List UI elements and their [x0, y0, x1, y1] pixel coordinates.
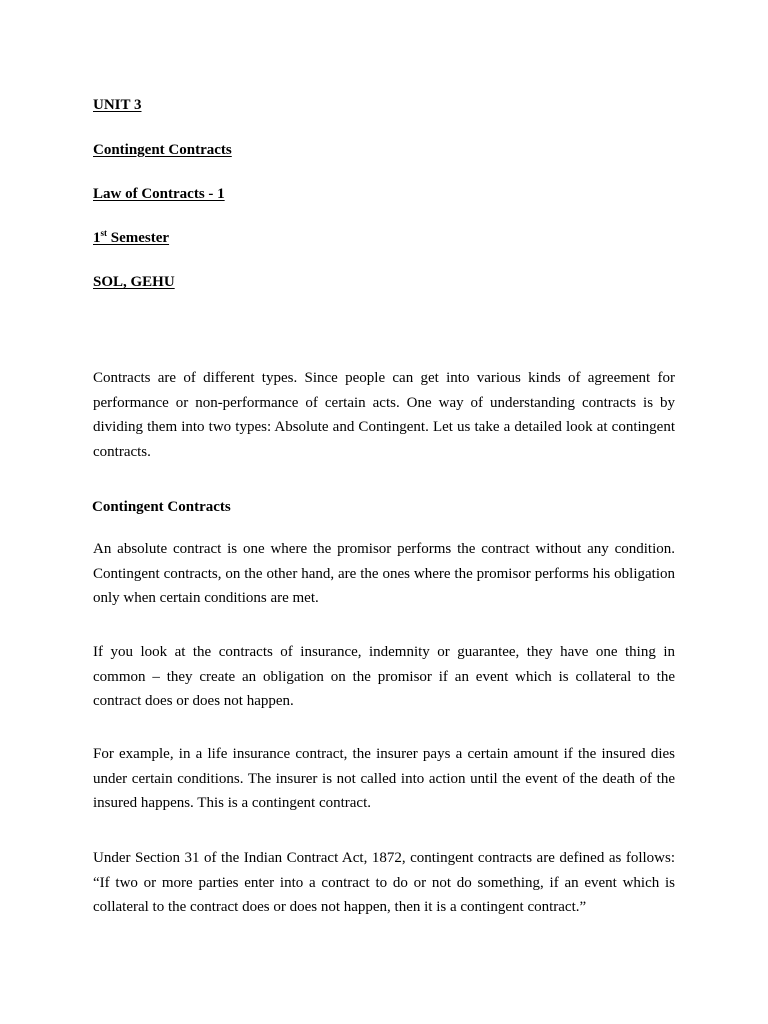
course-heading: Law of Contracts - 1: [93, 186, 225, 202]
unit-heading: UNIT 3: [93, 97, 142, 113]
semester-number: 1: [93, 230, 101, 246]
body-paragraph-1: An absolute contract is one where the promisor performs the contract without any condition. Contingent contracts, on the other hand, are the ones where the promisor performs his obligation only when certain conditions are met.: [93, 541, 675, 607]
section-title: Contingent Contracts: [92, 499, 231, 515]
semester-suffix: st: [100, 228, 107, 238]
topic-heading: Contingent Contracts: [93, 142, 232, 158]
institution-heading: SOL, GEHU: [93, 274, 175, 290]
intro-paragraph: Contracts are of different types. Since people can get into various kinds of agreement for performance or non-performance of certain acts. One way of understanding contracts is by dividing them into two types: Absolute and Contingent. Let us take a detailed look at contingent contracts.: [93, 370, 675, 461]
semester-heading: [93, 229, 169, 247]
body-paragraph-4: Under Section 31 of the Indian Contract Act, 1872, contingent contracts are defined as follows: “If two or more parties enter into a contract to do or not do something, if an event which is collateral to the contract does or does not happen, then it is a contingent contract.”: [93, 850, 675, 916]
semester-word: Semester: [107, 230, 170, 246]
body-paragraph-3: For example, in a life insurance contract, the insurer pays a certain amount if the insured dies under certain conditions. The insurer is not called into action until the event of the death of the insured happens. This is a contingent contract.: [93, 746, 675, 812]
body-paragraph-2: If you look at the contracts of insurance, indemnity or guarantee, they have one thing in common – they create an obligation on the promisor if an event which is collateral to the contract does or does not happen.: [93, 644, 675, 710]
